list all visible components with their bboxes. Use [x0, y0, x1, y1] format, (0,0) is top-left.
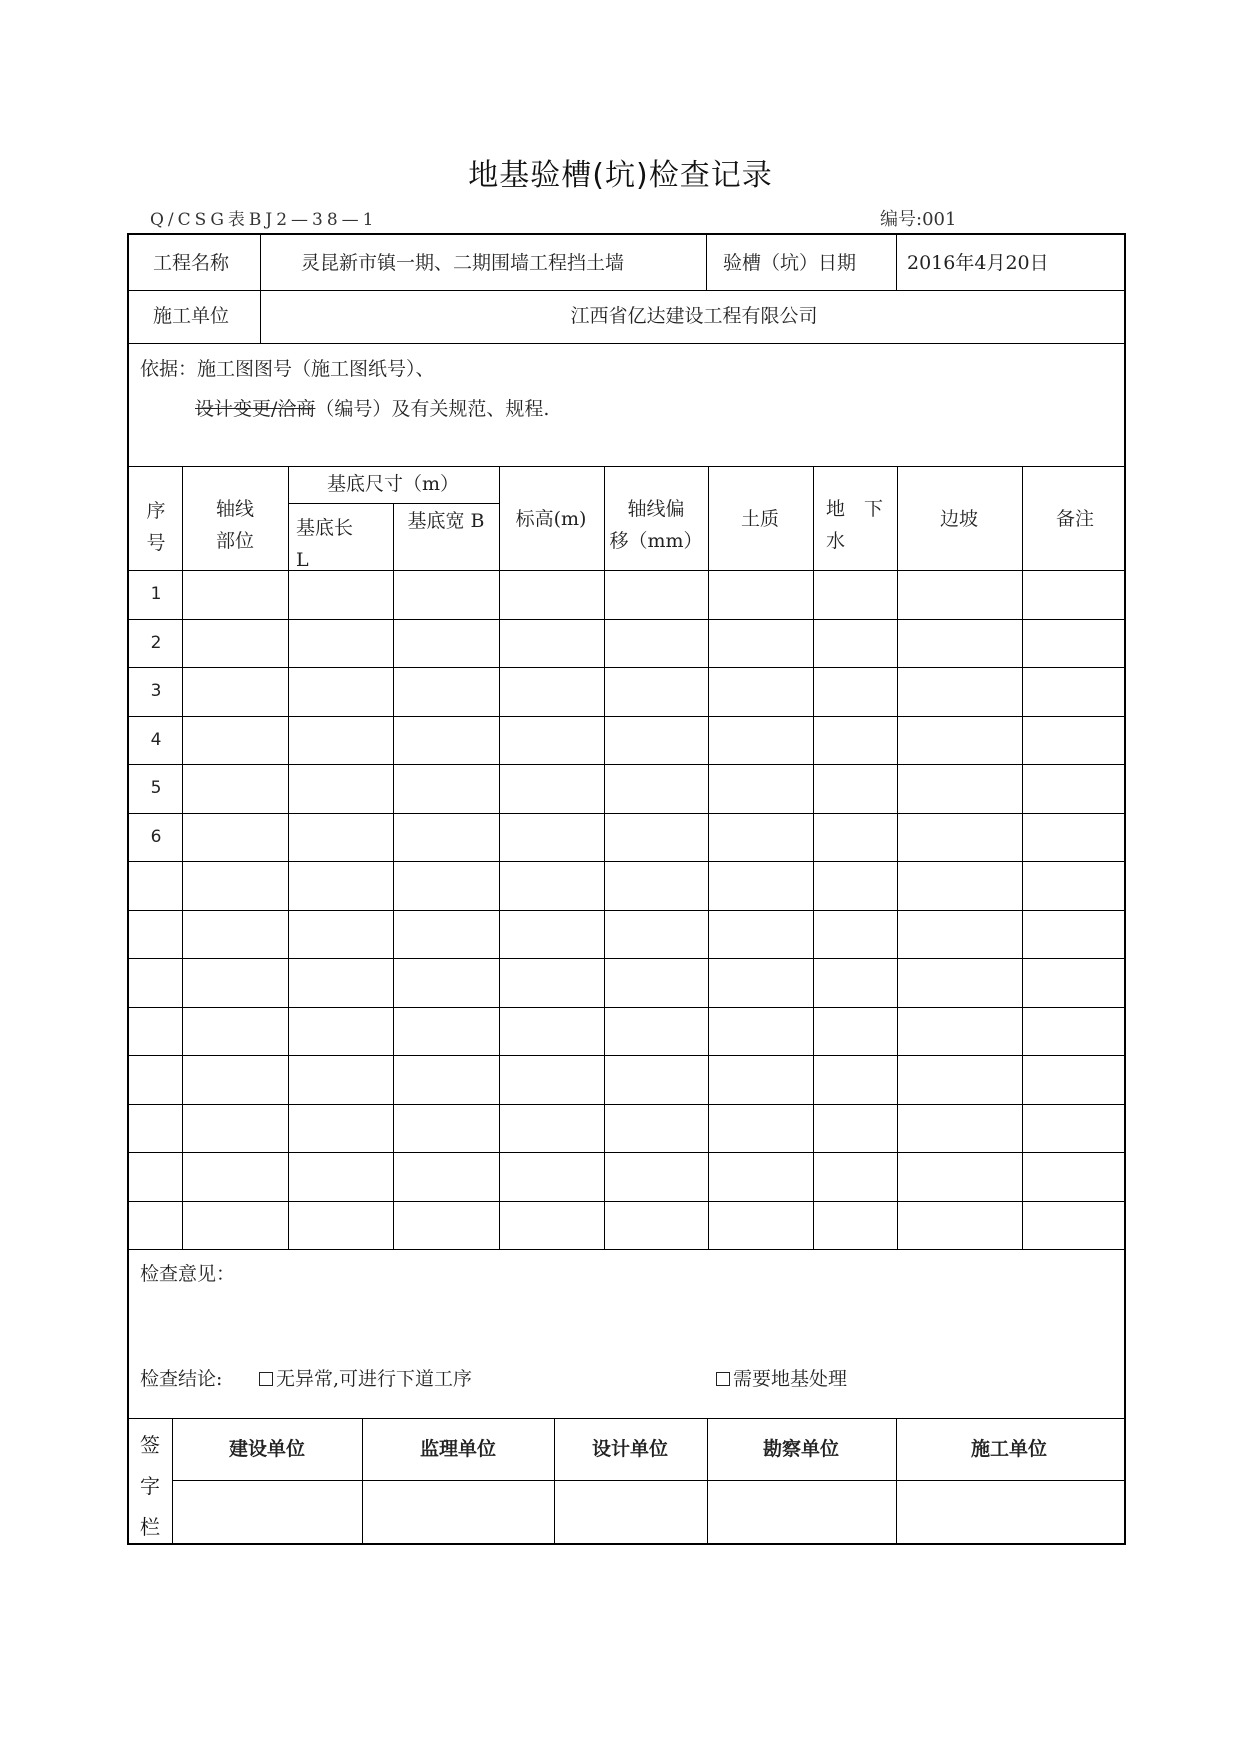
project-name-value: 灵昆新市镇一期、二期围墙工程挡土墙	[301, 252, 625, 274]
header-soil: 土质	[740, 508, 780, 530]
rule	[554, 1418, 555, 1545]
row-number: 2	[150, 633, 162, 653]
header-axis-line2: 部位	[215, 530, 255, 552]
rule	[362, 1418, 363, 1545]
row-number: 3	[150, 681, 162, 701]
rule	[172, 1480, 1124, 1481]
rule	[129, 1152, 1124, 1153]
rule	[172, 1418, 173, 1545]
rule	[129, 570, 1124, 571]
header-seq-line2: 号	[146, 532, 166, 554]
rule	[129, 667, 1124, 668]
rule	[129, 1249, 1124, 1250]
checkbox-foundation-treatment[interactable]	[716, 1372, 730, 1386]
rule	[129, 1418, 1124, 1419]
rule	[260, 235, 261, 343]
rule	[393, 503, 394, 1249]
rule	[813, 466, 814, 1249]
signature-side-label-1: 签	[140, 1433, 160, 1457]
basis-struck-text: 设计变更/洽商	[195, 398, 316, 420]
inspection-record-form	[127, 233, 1126, 1545]
option-foundation-treatment[interactable]	[716, 1370, 847, 1389]
signature-side-label-3: 栏	[140, 1515, 160, 1539]
rule	[129, 1201, 1124, 1202]
basis-line-2-rest: （编号）及有关规范、规程.	[315, 398, 550, 420]
rule	[129, 290, 1124, 291]
header-length-line1: 基底长	[296, 517, 354, 539]
header-groundwater-line2: 水	[826, 530, 846, 552]
header-base-length	[296, 512, 353, 576]
header-offset-line2: 移（mm）	[609, 530, 703, 552]
project-name-label: 工程名称	[153, 252, 230, 274]
signature-supervision-unit: 监理单位	[419, 1438, 497, 1460]
rule	[129, 466, 1124, 467]
option-no-anomaly[interactable]	[259, 1370, 472, 1389]
rule	[129, 716, 1124, 717]
signature-design-unit: 设计单位	[591, 1438, 669, 1460]
row-number: 5	[150, 778, 162, 798]
header-base-dimension: 基底尺寸（m）	[326, 473, 460, 495]
rule	[897, 466, 898, 1249]
rule	[129, 813, 1124, 814]
rule	[129, 1055, 1124, 1056]
header-remark: 备注	[1055, 508, 1095, 530]
rule	[129, 958, 1124, 959]
checkbox-no-anomaly[interactable]	[259, 1372, 273, 1386]
rule	[288, 466, 289, 1249]
inspection-date-label: 验槽（坑）日期	[723, 252, 857, 274]
rule	[707, 1418, 708, 1545]
contractor-value: 江西省亿达建设工程有限公司	[570, 305, 818, 327]
rule	[1022, 466, 1023, 1249]
signature-contractor-unit: 施工单位	[970, 1438, 1048, 1460]
header-elevation: 标高(m)	[515, 508, 587, 530]
inspection-opinion-label: 检查意见：	[140, 1263, 236, 1285]
rule	[604, 466, 605, 1249]
basis-line-1: 依据：施工图图号（施工图纸号）、	[140, 358, 435, 380]
header-axis-position	[216, 493, 254, 557]
signature-construction-unit: 建设单位	[228, 1438, 306, 1460]
row-number: 1	[150, 584, 162, 604]
document-number: 编号:001	[880, 209, 957, 230]
rule	[499, 466, 500, 1249]
rule	[706, 235, 707, 290]
inspection-conclusion-label: 检查结论:	[140, 1368, 223, 1390]
header-axis-offset	[609, 493, 702, 557]
form-code: Q/CSG表BJ2—38—1	[150, 210, 378, 230]
header-axis-line1: 轴线	[215, 498, 255, 520]
header-slope: 边坡	[939, 508, 979, 530]
rule	[182, 466, 183, 1249]
rule	[129, 1104, 1124, 1105]
header-groundwater-line1: 地 下	[826, 498, 884, 520]
page-title: 地基验槽(坑)检查记录	[468, 158, 773, 193]
rule	[129, 910, 1124, 911]
contractor-label: 施工单位	[153, 305, 230, 327]
option-foundation-treatment-label: 需要地基处理	[733, 1368, 848, 1390]
basis-line-2	[195, 400, 549, 419]
option-no-anomaly-label: 无异常,可进行下道工序	[276, 1368, 473, 1390]
rule	[129, 861, 1124, 862]
header-groundwater	[826, 493, 883, 557]
header-base-width: 基底宽 B	[407, 510, 485, 532]
rule	[129, 1007, 1124, 1008]
header-seq-line1: 序	[146, 500, 166, 522]
rule	[708, 466, 709, 1249]
signature-side-label-2: 字	[140, 1474, 160, 1498]
header-seq	[146, 495, 165, 559]
signature-survey-unit: 勘察单位	[762, 1438, 840, 1460]
rule	[896, 1418, 897, 1545]
rule	[129, 619, 1124, 620]
header-length-line2: L	[296, 549, 309, 571]
inspection-date-value: 2016年4月20日	[907, 252, 1049, 274]
row-number: 4	[150, 730, 162, 750]
row-number: 6	[150, 827, 162, 847]
rule	[896, 235, 897, 290]
header-offset-line1: 轴线偏	[627, 498, 685, 520]
rule	[129, 764, 1124, 765]
rule	[129, 343, 1124, 344]
